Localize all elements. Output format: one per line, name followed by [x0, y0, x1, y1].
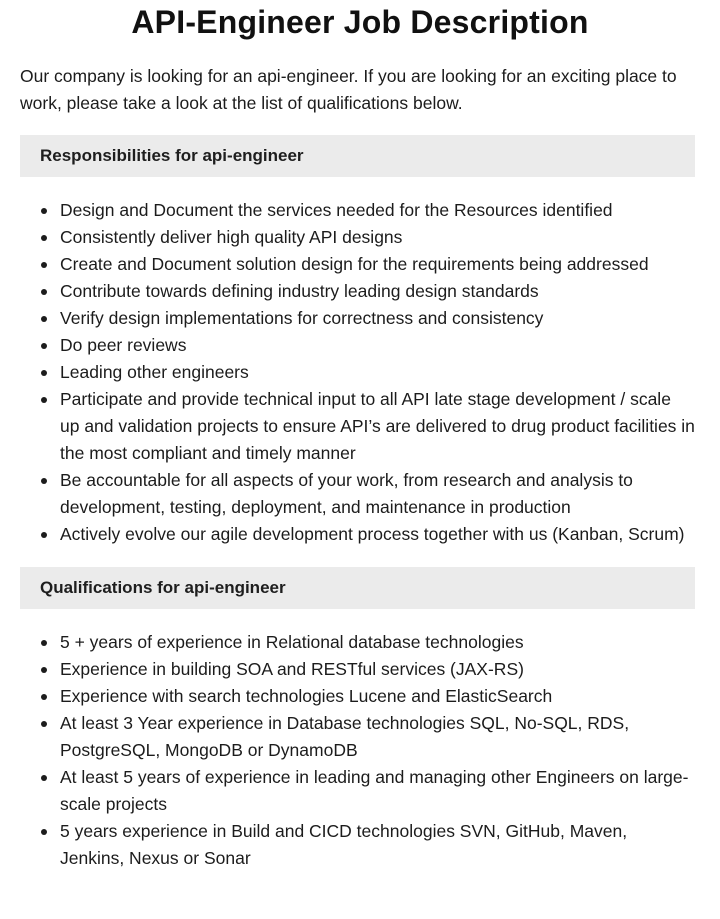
list-item — [60, 764, 695, 818]
bullet-icon — [41, 208, 47, 214]
bullet-icon — [41, 289, 47, 295]
bullet-icon — [41, 343, 47, 349]
bullet-icon — [41, 532, 47, 538]
list-item-text: Contribute towards defining industry leading design standards — [60, 281, 539, 301]
list-item — [60, 251, 695, 278]
qualifications-list — [20, 629, 695, 872]
list-item — [60, 332, 695, 359]
list-item-text: Participate and provide technical input to all API late stage development / scale up and validation projects to ensure API’s are delivered to drug product facilities in the most compliant and timely manner — [60, 389, 695, 463]
responsibilities-list — [20, 197, 695, 548]
list-item-text: Be accountable for all aspects of your work, from research and analysis to development, testing, deployment, and maintenance in production — [60, 470, 633, 517]
bullet-icon — [41, 640, 47, 646]
list-item-text: Do peer reviews — [60, 335, 187, 355]
list-item — [60, 359, 695, 386]
bullet-icon — [41, 829, 47, 835]
responsibilities-heading: Responsibilities for api-engineer — [20, 135, 695, 177]
qualifications-heading: Qualifications for api-engineer — [20, 567, 695, 609]
bullet-icon — [41, 667, 47, 673]
list-item — [60, 278, 695, 305]
list-item-text: Experience in building SOA and RESTful services (JAX-RS) — [60, 659, 524, 679]
bullet-icon — [41, 235, 47, 241]
bullet-icon — [41, 397, 47, 403]
list-item — [60, 305, 695, 332]
list-item-text: At least 5 years of experience in leading and managing other Engineers on large-scale projects — [60, 767, 689, 814]
list-item — [60, 521, 695, 548]
bullet-icon — [41, 262, 47, 268]
bullet-icon — [41, 370, 47, 376]
list-item-text: Experience with search technologies Lucene and ElasticSearch — [60, 686, 553, 706]
list-item-text: 5 years experience in Build and CICD technologies SVN, GitHub, Maven, Jenkins, Nexus or Sonar — [60, 821, 628, 868]
list-item — [60, 197, 695, 224]
list-item — [60, 467, 695, 521]
list-item-text: Create and Document solution design for the requirements being addressed — [60, 254, 649, 274]
list-item — [60, 656, 695, 683]
list-item — [60, 224, 695, 251]
list-item-text: Leading other engineers — [60, 362, 249, 382]
bullet-icon — [41, 721, 47, 727]
list-item-text: 5 + years of experience in Relational database technologies — [60, 632, 524, 652]
intro-paragraph: Our company is looking for an api-engineer. If you are looking for an exciting place to work, please take a look at the list of qualifications below. — [20, 66, 677, 113]
list-item — [60, 386, 695, 467]
page-title: API-Engineer Job Description — [131, 4, 589, 40]
list-item — [60, 818, 695, 872]
list-item-text: Consistently deliver high quality API designs — [60, 227, 403, 247]
bullet-icon — [41, 694, 47, 700]
bullet-icon — [41, 316, 47, 322]
bullet-icon — [41, 478, 47, 484]
list-item — [60, 710, 695, 764]
list-item-text: Verify design implementations for correctness and consistency — [60, 308, 544, 328]
list-item-text: Design and Document the services needed for the Resources identified — [60, 200, 613, 220]
bullet-icon — [41, 775, 47, 781]
list-item — [60, 683, 695, 710]
list-item-text: At least 3 Year experience in Database technologies SQL, No-SQL, RDS, PostgreSQL, MongoDB or DynamoDB — [60, 713, 630, 760]
list-item-text: Actively evolve our agile development process together with us (Kanban, Scrum) — [60, 524, 685, 544]
list-item — [60, 629, 695, 656]
